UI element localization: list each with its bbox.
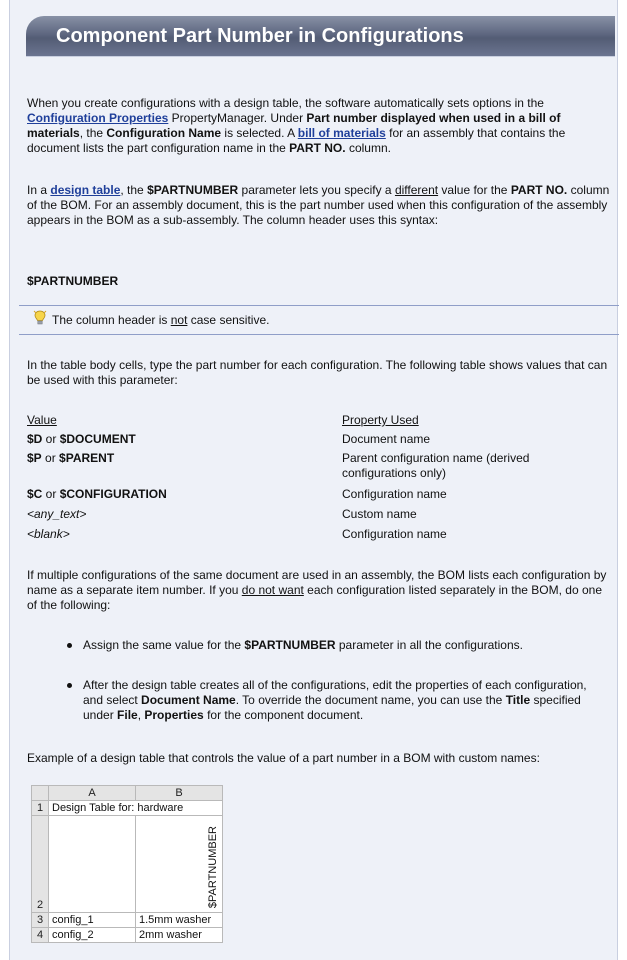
value-header-text: Value — [27, 413, 57, 427]
cells-text: In the table body cells, type the part number for each configuration. The following table shows values that can be used with this parameter: — [27, 358, 608, 387]
design-text-5: column of the BOM. For an assembly document, this is the part number used when this configuration of the assembly appears in the BOM as a sub-assembly. The column header uses this syntax: — [27, 183, 610, 227]
sheet-row — [32, 816, 223, 913]
sheet-row — [32, 801, 223, 816]
sheet-param-header-cell — [136, 816, 223, 913]
value-cell — [27, 432, 136, 446]
bullet2-text-5: for the component document. — [203, 708, 364, 722]
sheet-value-cell: 1.5mm washer — [136, 913, 223, 928]
bullet2-bold-properties: Properties — [144, 708, 204, 722]
sheet-column-a: A — [49, 786, 136, 801]
sheet-row — [32, 928, 223, 943]
bullet1-text-2: parameter in all the configurations. — [335, 638, 523, 652]
sheet-row-number: 3 — [32, 913, 49, 928]
design-underline-different: different — [394, 183, 439, 197]
note-text-1: The column header is — [52, 313, 171, 327]
sheet-value-cell: 2mm washer — [136, 928, 223, 943]
sheet-row-number: 4 — [32, 928, 49, 943]
design-bold-partnumber: $PARTNUMBER — [147, 183, 239, 197]
bullet-text — [83, 638, 608, 653]
bullet2-text-1: After the design table creates all of the configurations, edit the properties of each configuration, and select — [83, 678, 587, 707]
property-cell: Parent configuration name (derived configurations only) — [342, 451, 530, 480]
design-text-2: , the — [120, 183, 148, 197]
design-bold-part-no: PART NO. — [510, 183, 568, 197]
help-page — [9, 0, 618, 960]
bullet2-bold-document-name: Document Name — [141, 693, 236, 707]
bullet-text — [83, 678, 608, 723]
property-cell: Configuration name — [342, 487, 447, 501]
sheet-empty-cell — [49, 816, 136, 913]
table-row — [27, 507, 612, 527]
value-long: $DOCUMENT — [59, 432, 136, 446]
title-banner — [26, 16, 615, 56]
bill-of-materials-link[interactable]: bill of materials — [297, 126, 386, 140]
sheet-title-cell: Design Table for: hardware — [49, 801, 223, 816]
property-header — [342, 413, 602, 428]
sheet-row-number: 2 — [32, 816, 49, 913]
sheet-config-cell: config_2 — [49, 928, 136, 943]
syntax-line — [27, 274, 612, 289]
intro-bold-part-no: PART NO. — [289, 141, 346, 155]
note-box — [19, 305, 619, 335]
value-header — [27, 413, 57, 427]
lightbulb-icon — [33, 310, 47, 326]
value-short: $D — [27, 432, 43, 446]
intro-bold-part-number-displayed: Part number displayed when used in a bill of materials — [27, 111, 561, 140]
sheet-corner-cell — [32, 786, 49, 801]
multi-text-2: each configuration listed separately in the BOM, do one of the following: — [27, 583, 603, 612]
value-or: or — [42, 487, 60, 501]
bullet1-text-1: Assign the same value for the — [83, 638, 245, 652]
sheet-param-header-text: $PARTNUMBER — [207, 825, 219, 908]
syntax-partnumber: $PARTNUMBER — [27, 274, 119, 288]
multiple-configurations-paragraph — [27, 568, 612, 613]
note-underline-not: not — [170, 313, 188, 327]
value-italic: <any_text> — [27, 507, 87, 521]
table-row — [27, 432, 612, 451]
design-text-3: parameter lets you specify a — [238, 183, 395, 197]
value-short: $P — [27, 451, 42, 465]
table-row — [27, 527, 612, 546]
design-text-4: value for the — [438, 183, 511, 197]
sheet-row — [32, 913, 223, 928]
property-header-text: Property Used — [342, 413, 419, 427]
bullet-dot — [67, 643, 72, 648]
design-table-link[interactable]: design table — [50, 183, 121, 197]
sheet-column-header-row — [32, 786, 223, 801]
intro-text-6: column. — [345, 141, 391, 155]
value-or: or — [42, 432, 60, 446]
note-text-2: case sensitive. — [187, 313, 270, 327]
sheet-column-b: B — [136, 786, 223, 801]
bullet2-text-2: . To override the document name, you can use the — [235, 693, 506, 707]
intro-bold-configuration-name: Configuration Name — [106, 126, 222, 140]
bullet1-bold-partnumber: $PARTNUMBER — [244, 638, 336, 652]
values-table — [27, 413, 612, 546]
table-row — [27, 487, 612, 507]
bullet2-bold-title: Title — [505, 693, 531, 707]
intro-text-1: When you create configurations with a design table, the software automatically sets options in the — [27, 96, 544, 110]
sheet-row-number: 1 — [32, 801, 49, 816]
intro-text-2: PropertyManager. Under — [168, 111, 307, 125]
intro-paragraph — [27, 96, 612, 156]
example-caption — [27, 751, 612, 766]
value-long: $PARENT — [59, 451, 115, 465]
intro-text-4: is selected. A — [221, 126, 298, 140]
note-text — [52, 313, 269, 327]
table-row — [27, 451, 612, 487]
bullet2-text-3: specified under — [83, 693, 581, 722]
sheet-config-cell: config_1 — [49, 913, 136, 928]
design-text-1: In a — [27, 183, 51, 197]
value-cell — [27, 451, 114, 465]
value-long: $CONFIGURATION — [59, 487, 167, 501]
multi-underline-do-not-want: do not want — [241, 583, 304, 597]
multi-text-1: If multiple configurations of the same document are used in an assembly, the BOM lists each configuration by name as a separate item number. If you — [27, 568, 607, 597]
bullet2-bold-file: File — [117, 708, 138, 722]
property-cell: Custom name — [342, 507, 417, 521]
value-italic: <blank> — [27, 527, 70, 541]
page-title: Component Part Number in Configurations — [56, 25, 464, 47]
value-or: or — [41, 451, 60, 465]
intro-text-5: for an assembly that contains the document lists the part configuration name in the — [27, 126, 566, 155]
property-cell: Configuration name — [342, 527, 447, 541]
bullet-dot — [67, 683, 72, 688]
value-cell — [27, 507, 86, 521]
values-table-header — [27, 413, 612, 432]
property-cell: Document name — [342, 432, 431, 446]
design-table-paragraph — [27, 183, 612, 228]
value-cell — [27, 527, 70, 541]
value-cell — [27, 487, 167, 501]
configuration-properties-link[interactable]: Configuration Properties — [27, 111, 169, 125]
value-short: $C — [27, 487, 43, 501]
bullet2-text-4: , — [137, 708, 145, 722]
intro-text-3: , the — [79, 126, 107, 140]
cells-paragraph — [27, 358, 612, 388]
example-caption-text: Example of a design table that controls the value of a part number in a BOM with custom names: — [27, 751, 540, 765]
design-table-spreadsheet — [31, 785, 223, 943]
